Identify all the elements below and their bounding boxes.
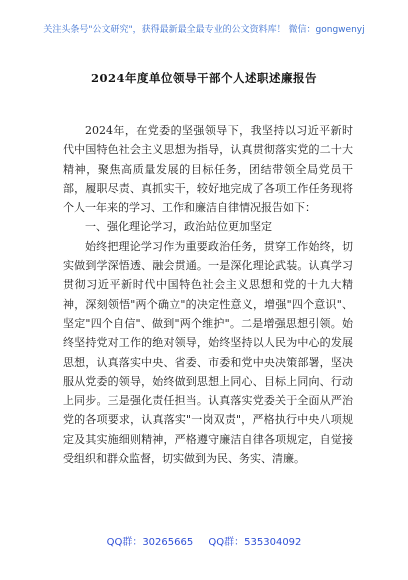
document-title: 2024年度单位领导干部个人述职述廉报告 bbox=[90, 71, 317, 85]
section-heading-1: 一、强化理论学习，政治站位更加坚定 bbox=[85, 220, 272, 234]
top-banner: 关注头条号"公文研究"，获得最新最全最专业的公文资料库！ 微信：gongwenyj bbox=[43, 25, 365, 35]
qq-group-1: QQ群：30265665 bbox=[106, 537, 194, 548]
document-body bbox=[63, 121, 353, 468]
footer bbox=[0, 533, 408, 548]
qq-group-2: QQ群：535304092 bbox=[208, 537, 302, 548]
paragraph-intro: 2024年，在党委的坚强领导下，我坚持以习近平新时代中国特色社会主义思想为指导，认真贯彻落实党的二十大精神，聚焦高质量发展的目标任务，团结带领全局党员干部，履职尽责、真抓实干，较好地完成了各项工作任务现将个人一年来的学习、工作和廉洁自律情况报告如下： bbox=[63, 124, 353, 215]
paragraph-section-1: 始终把理论学习作为重要政治任务，贯穿工作始终，切实做到学深悟透、融会贯通。一是深化理论武装。认真学习贯彻习近平新时代中国特色社会主义思想和党的十九大精神，深刻领悟"两个确立"的决定性意义，增强"四个意识"、坚定"四个自信"、做到"两个维护"。二是增强思想引领。始终坚持党对工作的绝对领导，始终坚持以人民为中心的发展思想，认真落实中央、省委、市委和党中央决策部署，坚决服从党委的领导，始终做到思想上同心、目标上同向、行动上同步。三是强化责任担当。认真落实党委关于全面从严治党的各项要求，认真落实"一岗双责"，严格执行中央八项规定及其实施细则精神，严格遵守廉洁自律各项规定，自觉接受组织和群众监督，切实做到为民、务实、清廉。 bbox=[63, 239, 353, 466]
